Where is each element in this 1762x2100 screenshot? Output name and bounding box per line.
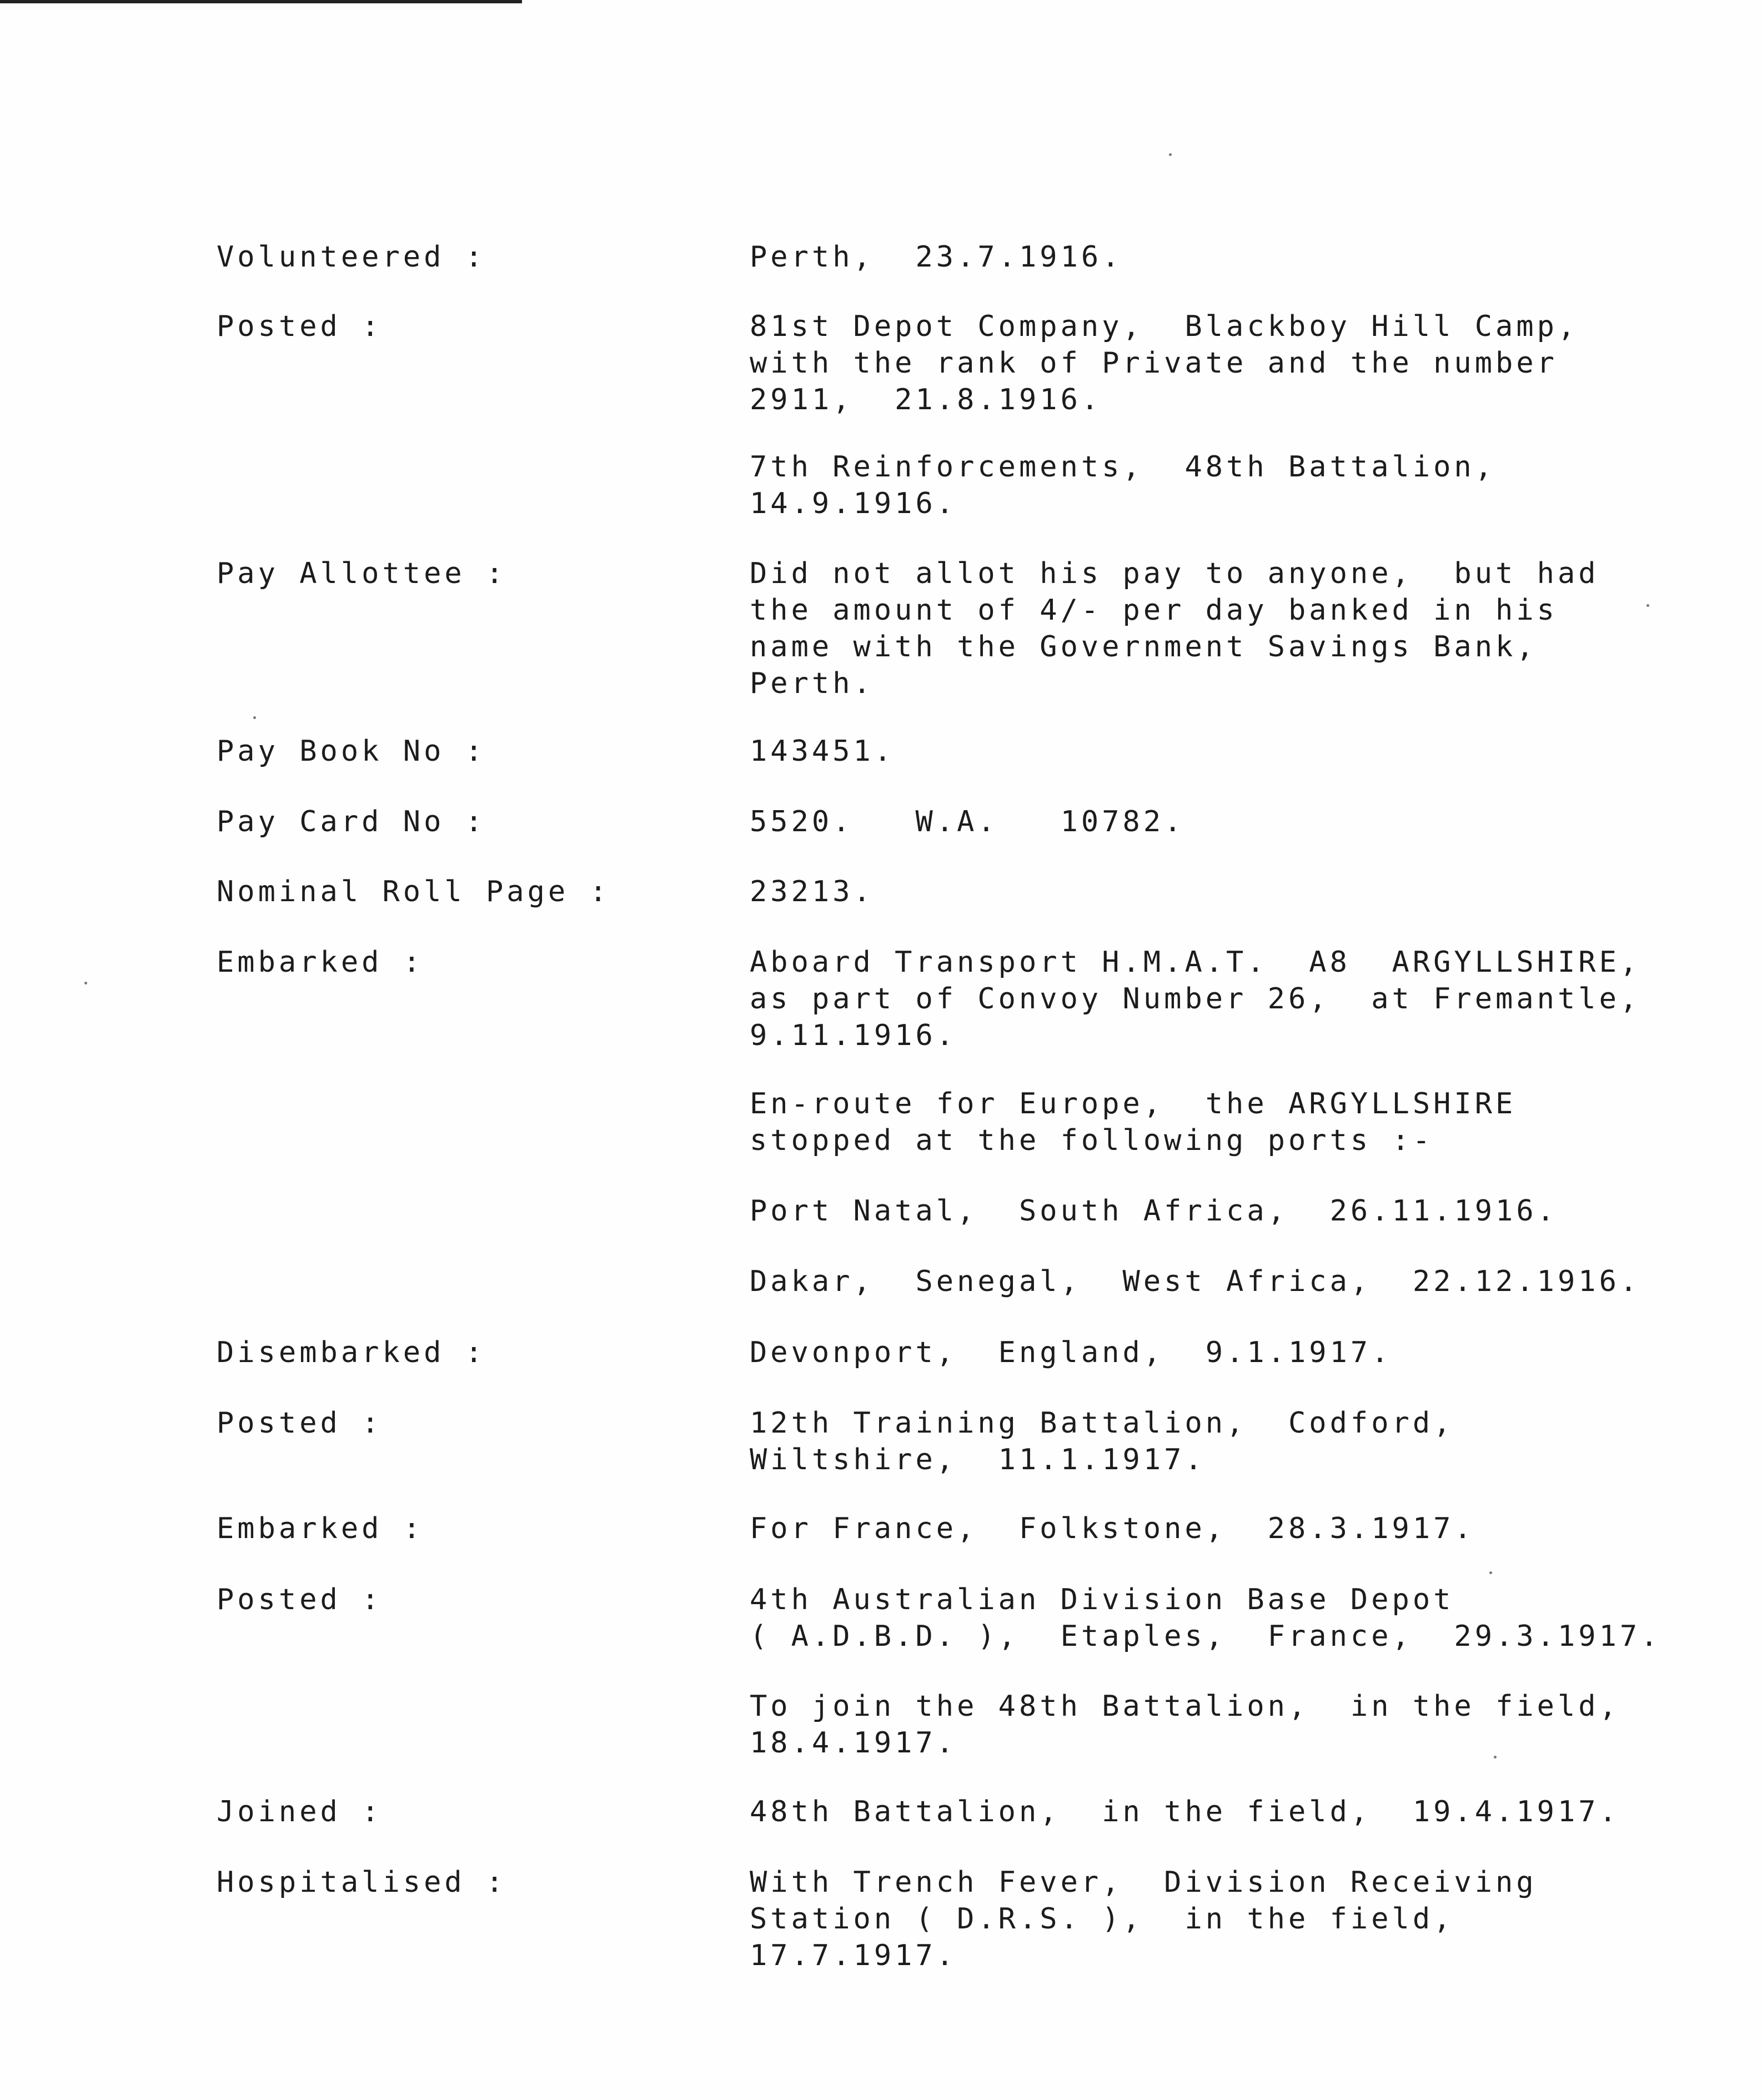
entry-value-line: 5520. W.A. 10782.	[750, 805, 1185, 838]
entry-label: Pay Book No :	[217, 735, 486, 768]
entry-value-line: With Trench Fever, Division Receiving	[750, 1866, 1537, 1899]
entry-value-line: 81st Depot Company, Blackboy Hill Camp,	[750, 310, 1579, 343]
record-entry	[0, 1193, 1762, 1229]
entry-value-line: Aboard Transport H.M.A.T. A8 ARGYLLSHIRE,	[750, 946, 1641, 979]
entry-label: Pay Card No :	[217, 805, 486, 838]
entry-value-line: stopped at the following ports :-	[750, 1124, 1434, 1157]
entry-label: Hospitalised :	[217, 1866, 507, 1899]
entry-value-line: En-route for Europe, the ARGYLLSHIRE	[750, 1087, 1517, 1121]
entry-value-line: 9.11.1916.	[750, 1019, 957, 1052]
entry-value-line: Port Natal, South Africa, 26.11.1916.	[750, 1194, 1558, 1228]
record-entry	[0, 308, 1762, 418]
record-entry	[0, 1263, 1762, 1300]
entry-value-line: Did not allot his pay to anyone, but had	[750, 557, 1599, 590]
entry-label: Nominal Roll Page :	[217, 875, 610, 908]
record-entry	[0, 1334, 1762, 1371]
entry-value-line: Wiltshire, 11.1.1917.	[750, 1443, 1206, 1476]
record-entry	[0, 733, 1762, 770]
entry-value-line: For France, Folkstone, 28.3.1917.	[750, 1512, 1475, 1545]
entry-label: Posted :	[217, 1583, 383, 1616]
entry-value-line: 7th Reinforcements, 48th Battalion,	[750, 450, 1496, 484]
entry-value-line: name with the Government Savings Bank,	[750, 630, 1537, 664]
entry-label: Pay Allottee :	[217, 557, 507, 590]
entry-value-line: 12th Training Battalion, Codford,	[750, 1406, 1454, 1440]
entry-value-line: Dakar, Senegal, West Africa, 22.12.1916.	[750, 1265, 1641, 1298]
entry-value-line: Station ( D.R.S. ), in the field,	[750, 1902, 1454, 1936]
record-entry	[0, 803, 1762, 840]
entry-value-line: 18.4.1917.	[750, 1726, 957, 1760]
entry-value-line: the amount of 4/- per day banked in his	[750, 594, 1558, 627]
record-entry	[0, 1086, 1762, 1159]
entry-label: Posted :	[217, 1406, 383, 1440]
record-entry	[0, 449, 1762, 522]
entry-label: Volunteered :	[217, 240, 486, 274]
record-entry	[0, 1581, 1762, 1655]
entry-value-line: 2911, 21.8.1916.	[750, 383, 1102, 416]
record-entry	[0, 555, 1762, 702]
entry-value-line: Perth.	[750, 667, 874, 700]
entry-value-line: Devonport, England, 9.1.1917.	[750, 1336, 1392, 1369]
entry-value-line: To join the 48th Battalion, in the field,	[750, 1690, 1620, 1723]
entry-value-line: with the rank of Private and the number	[750, 346, 1558, 380]
entry-label: Posted :	[217, 310, 383, 343]
record-entry	[0, 873, 1762, 910]
entry-label: Embarked :	[217, 946, 424, 979]
entry-value-line: 14.9.1916.	[750, 487, 957, 520]
record-entry	[0, 1793, 1762, 1830]
record-entry	[0, 1405, 1762, 1478]
entry-label: Joined :	[217, 1795, 383, 1828]
record-entry	[0, 1864, 1762, 1974]
entry-label: Disembarked :	[217, 1336, 486, 1369]
entry-value-line: ( A.D.B.D. ), Etaples, France, 29.3.1917.	[750, 1620, 1661, 1653]
entry-value-line: Perth, 23.7.1916.	[750, 240, 1123, 274]
entry-value-line: 143451.	[750, 735, 895, 768]
entry-value-line: 23213.	[750, 875, 874, 908]
record-entry	[0, 1510, 1762, 1547]
record-entry	[0, 1688, 1762, 1761]
entry-value-line: 4th Australian Division Base Depot	[750, 1583, 1454, 1616]
entry-value-line: as part of Convoy Number 26, at Fremantle,	[750, 982, 1641, 1016]
entry-value-line: 17.7.1917.	[750, 1939, 957, 1972]
entry-label: Embarked :	[217, 1512, 424, 1545]
entry-value-line: 48th Battalion, in the field, 19.4.1917.	[750, 1795, 1620, 1828]
record-entry	[0, 239, 1762, 275]
record-entry	[0, 944, 1762, 1054]
